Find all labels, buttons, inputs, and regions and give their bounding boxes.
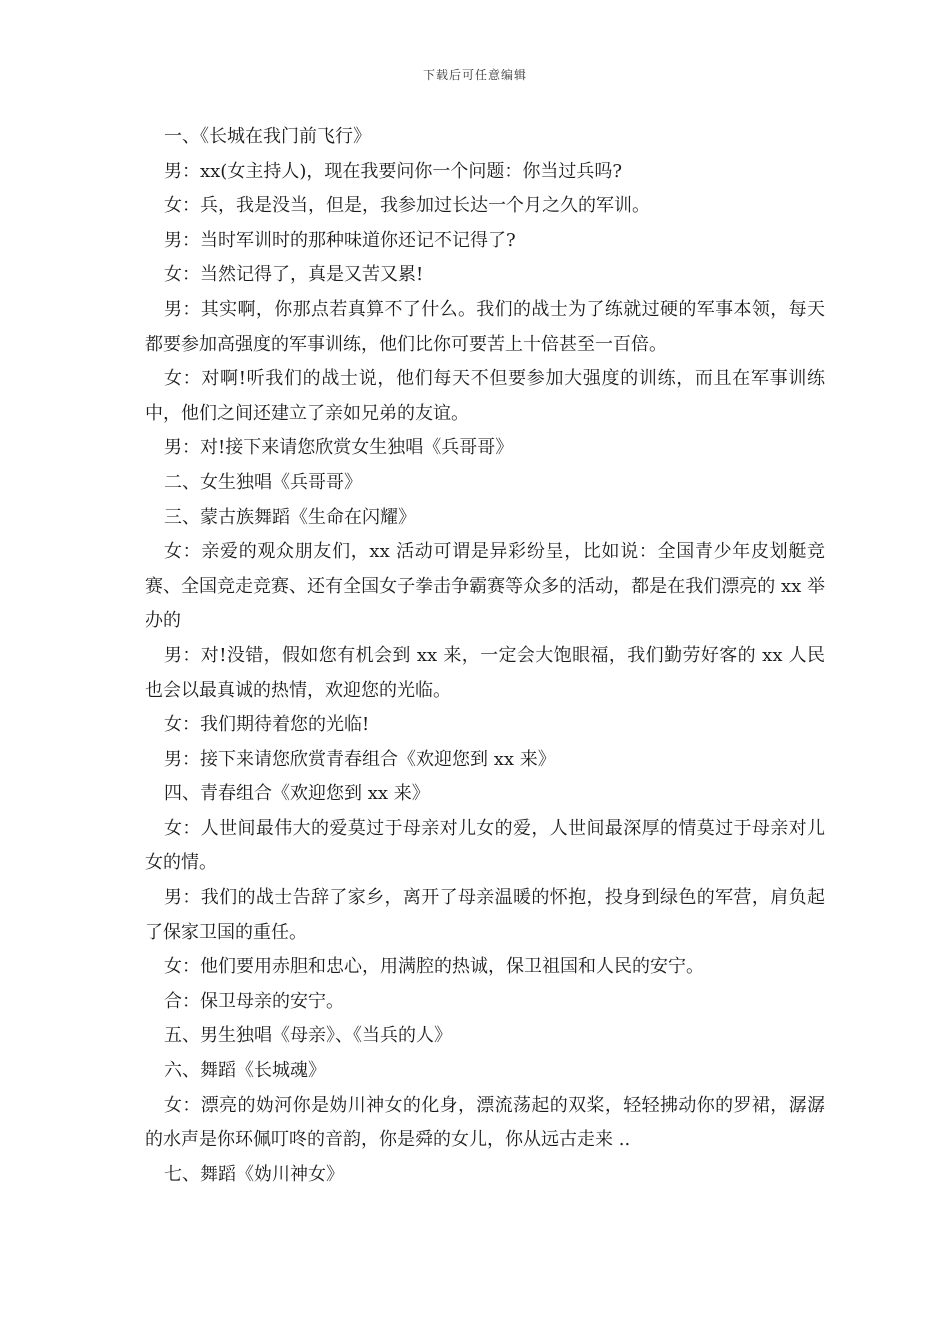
program-item-title: 三、蒙古族舞蹈《生命在闪耀》 — [164, 506, 416, 528]
document-body — [145, 120, 825, 1192]
dialogue-line: 女：兵，我是没当，但是，我参加过长达一个月之久的军训。 — [164, 195, 650, 217]
dialogue-line: 女：人世间最伟大的爱莫过于母亲对儿女的爱，人世间最深厚的情莫过于母亲对儿女的情。 — [145, 817, 825, 874]
header-note: 下载后可任意编辑 — [422, 68, 527, 82]
program-item-title: 一、《长城在我门前飞行》 — [164, 126, 371, 147]
dialogue-line: 女：亲爱的观众朋友们，xx 活动可谓是异彩纷呈，比如说：全国青少年皮划艇竞赛、全国竞走竞赛、还有全国女子拳击争霸赛等众多的活动，都是在我们漂亮的 xx 举办的 — [145, 541, 825, 632]
dialogue-line: 女：他们要用赤胆和忠心，用满腔的热诚，保卫祖国和人民的安宁。 — [164, 956, 704, 978]
program-item-title: 六、舞蹈《长城魂》 — [164, 1060, 326, 1082]
dialogue-line: 男：当时军训时的那种味道你还记不记得了? — [164, 229, 516, 251]
program-item-title: 七、舞蹈《妫川神女》 — [164, 1163, 344, 1185]
program-item-title: 二、女生独唱《兵哥哥》 — [164, 471, 362, 493]
dialogue-line: 合：保卫母亲的安宁。 — [164, 990, 344, 1012]
dialogue-line: 女：对啊!听我们的战士说，他们每天不但要参加大强度的训练，而且在军事训练中，他们之间还建立了亲如兄弟的友谊。 — [145, 368, 825, 424]
dialogue-line: 男：接下来请您欣赏青春组合《欢迎您到 xx 来》 — [164, 748, 556, 770]
program-item-title: 五、男生独唱《母亲》、《当兵的人》 — [164, 1025, 452, 1047]
dialogue-line: 男：其实啊，你那点若真算不了什么。我们的战士为了练就过硬的军事本领，每天都要参加高强度的军事训练，他们比你可要苦上十倍甚至一百倍。 — [145, 298, 825, 355]
dialogue-line: 女：漂亮的妫河你是妫川神女的化身，漂流荡起的双桨，轻轻拂动你的罗裙，潺潺的水声是你环佩叮咚的音韵，你是舜的女儿，你从远古走来 .. — [145, 1094, 825, 1151]
dialogue-line: 女：当然记得了，真是又苦又累! — [164, 264, 424, 286]
dialogue-line: 男：我们的战士告辞了家乡，离开了母亲温暖的怀抱，投身到绿色的军营，肩负起了保家卫国的重任。 — [145, 887, 825, 943]
dialogue-line: 男：对!没错，假如您有机会到 xx 来，一定会大饱眼福，我们勤劳好客的 xx 人民也会以最真诚的热情，欢迎您的光临。 — [145, 644, 825, 701]
dialogue-line: 女：我们期待着您的光临! — [164, 714, 370, 736]
dialogue-line: 男：xx(女主持人)，现在我要问你一个问题：你当过兵吗? — [164, 160, 622, 182]
dialogue-line: 男：对!接下来请您欣赏女生独唱《兵哥哥》 — [164, 437, 514, 459]
program-item-title: 四、青春组合《欢迎您到 xx 来》 — [164, 783, 430, 805]
